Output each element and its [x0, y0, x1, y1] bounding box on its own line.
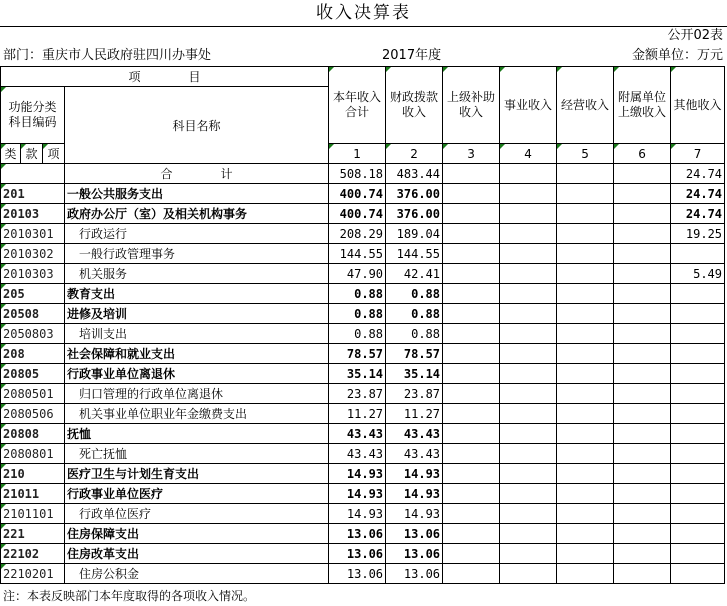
value-c2: 14.93	[386, 504, 443, 524]
value-c6	[614, 564, 671, 584]
value-c6	[614, 284, 671, 304]
value-c5	[557, 504, 614, 524]
value-c2: 13.06	[386, 524, 443, 544]
subject-code: 210	[1, 464, 65, 484]
value-c4	[500, 344, 557, 364]
col-header-5: 经营收入	[557, 67, 614, 144]
subject-code: 2080501	[1, 384, 65, 404]
subject-name-header: 科目名称	[65, 87, 329, 164]
value-c3	[443, 384, 500, 404]
value-c1: 43.43	[329, 424, 386, 444]
value-c5	[557, 224, 614, 244]
subject-code: 20508	[1, 304, 65, 324]
subject-name: 培训支出	[65, 324, 329, 344]
value-c3	[443, 184, 500, 204]
table-title: 收入决算表	[0, 0, 727, 27]
value-c3	[443, 464, 500, 484]
total-c6	[614, 164, 671, 184]
value-c3	[443, 304, 500, 324]
value-c5	[557, 384, 614, 404]
value-c2: 43.43	[386, 444, 443, 464]
table-row	[1, 304, 725, 324]
subject-code: 2080506	[1, 404, 65, 424]
value-c3	[443, 344, 500, 364]
value-c4	[500, 504, 557, 524]
table-row	[1, 484, 725, 504]
subject-name: 医疗卫生与计划生育支出	[65, 464, 329, 484]
table-row	[1, 224, 725, 244]
value-c6	[614, 384, 671, 404]
col-no-6: 6	[614, 144, 671, 164]
table-row	[1, 404, 725, 424]
table-row	[1, 284, 725, 304]
subject-name: 抚恤	[65, 424, 329, 444]
value-c1: 13.06	[329, 564, 386, 584]
col-no-7: 7	[671, 144, 725, 164]
value-c3	[443, 564, 500, 584]
table-row	[1, 464, 725, 484]
table-row	[1, 524, 725, 544]
value-c5	[557, 524, 614, 544]
col-no-1: 1	[329, 144, 386, 164]
meta-row	[0, 46, 727, 66]
value-c1: 144.55	[329, 244, 386, 264]
table-row	[1, 244, 725, 264]
value-c7	[671, 244, 725, 264]
value-c6	[614, 244, 671, 264]
subject-name: 机关服务	[65, 264, 329, 284]
value-c6	[614, 464, 671, 484]
value-c3	[443, 364, 500, 384]
value-c7	[671, 344, 725, 364]
form-number: 公开02表	[667, 28, 723, 43]
value-c1: 400.74	[329, 204, 386, 224]
value-c7	[671, 544, 725, 564]
footnote: 注：本表反映部门本年度取得的各项收入情况。	[3, 589, 256, 603]
subject-code: 22102	[1, 544, 65, 564]
kuan-header: 款	[21, 144, 43, 164]
value-c6	[614, 404, 671, 424]
header-row-1	[1, 67, 725, 87]
value-c5	[557, 364, 614, 384]
value-c6	[614, 264, 671, 284]
subject-code: 20805	[1, 364, 65, 384]
value-c7	[671, 284, 725, 304]
xiang-header: 项	[43, 144, 65, 164]
value-c3	[443, 284, 500, 304]
col-no-3: 3	[443, 144, 500, 164]
value-c2: 0.88	[386, 304, 443, 324]
value-c3	[443, 244, 500, 264]
table-row	[1, 364, 725, 384]
value-c1: 78.57	[329, 344, 386, 364]
total-c7: 24.74	[671, 164, 725, 184]
total-code-cell	[1, 164, 65, 184]
value-c6	[614, 304, 671, 324]
subject-code: 2010301	[1, 224, 65, 244]
subject-code: 2210201	[1, 564, 65, 584]
table-row	[1, 384, 725, 404]
value-c1: 400.74	[329, 184, 386, 204]
value-c1: 14.93	[329, 504, 386, 524]
value-c5	[557, 244, 614, 264]
value-c4	[500, 304, 557, 324]
value-c4	[500, 264, 557, 284]
subject-code: 21011	[1, 484, 65, 504]
value-c2: 23.87	[386, 384, 443, 404]
col-header-2: 财政拨款收入	[386, 67, 443, 144]
value-c1: 0.88	[329, 284, 386, 304]
value-c5	[557, 444, 614, 464]
value-c6	[614, 344, 671, 364]
lei-header: 类	[1, 144, 21, 164]
value-c5	[557, 304, 614, 324]
value-c6	[614, 484, 671, 504]
value-c1: 13.06	[329, 544, 386, 564]
subject-code: 2101101	[1, 504, 65, 524]
value-c2: 13.06	[386, 544, 443, 564]
value-c6	[614, 504, 671, 524]
value-c7	[671, 364, 725, 384]
subject-name: 教育支出	[65, 284, 329, 304]
value-c3	[443, 224, 500, 244]
value-c7	[671, 324, 725, 344]
value-c7	[671, 484, 725, 504]
value-c2: 144.55	[386, 244, 443, 264]
value-c6	[614, 444, 671, 464]
total-c5	[557, 164, 614, 184]
value-c4	[500, 444, 557, 464]
value-c6	[614, 204, 671, 224]
value-c1: 0.88	[329, 324, 386, 344]
value-c5	[557, 284, 614, 304]
value-c3	[443, 264, 500, 284]
subject-name: 进修及培训	[65, 304, 329, 324]
subject-code: 2080801	[1, 444, 65, 464]
value-c2: 189.04	[386, 224, 443, 244]
value-c6	[614, 364, 671, 384]
subject-name: 行政事业单位医疗	[65, 484, 329, 504]
value-c3	[443, 324, 500, 344]
value-c3	[443, 504, 500, 524]
value-c5	[557, 544, 614, 564]
value-c3	[443, 524, 500, 544]
value-c3	[443, 544, 500, 564]
subject-code: 20808	[1, 424, 65, 444]
subject-code: 201	[1, 184, 65, 204]
col-no-2: 2	[386, 144, 443, 164]
income-table	[0, 66, 725, 584]
subject-code: 221	[1, 524, 65, 544]
value-c6	[614, 184, 671, 204]
table-row	[1, 324, 725, 344]
value-c7: 19.25	[671, 224, 725, 244]
value-c2: 376.00	[386, 204, 443, 224]
value-c7	[671, 444, 725, 464]
value-c6	[614, 544, 671, 564]
total-c1: 508.18	[329, 164, 386, 184]
value-c1: 208.29	[329, 224, 386, 244]
value-c7	[671, 564, 725, 584]
col-header-1: 本年收入合计	[329, 67, 386, 144]
subject-name: 机关事业单位职业年金缴费支出	[65, 404, 329, 424]
value-c4	[500, 204, 557, 224]
subject-name: 住房改革支出	[65, 544, 329, 564]
col-header-3: 上级补助收入	[443, 67, 500, 144]
value-c7	[671, 304, 725, 324]
table-row	[1, 184, 725, 204]
value-c4	[500, 184, 557, 204]
value-c7: 5.49	[671, 264, 725, 284]
value-c3	[443, 484, 500, 504]
value-c2: 376.00	[386, 184, 443, 204]
value-c5	[557, 324, 614, 344]
value-c1: 11.27	[329, 404, 386, 424]
value-c1: 0.88	[329, 304, 386, 324]
value-c7	[671, 384, 725, 404]
value-c5	[557, 184, 614, 204]
value-c1: 14.93	[329, 484, 386, 504]
total-label: 合 计	[65, 164, 329, 184]
value-c1: 35.14	[329, 364, 386, 384]
subject-name: 死亡抚恤	[65, 444, 329, 464]
value-c7	[671, 524, 725, 544]
value-c5	[557, 564, 614, 584]
value-c2: 13.06	[386, 564, 443, 584]
subject-name: 政府办公厅（室）及相关机构事务	[65, 204, 329, 224]
value-c5	[557, 404, 614, 424]
table-row	[1, 264, 725, 284]
value-c4	[500, 424, 557, 444]
value-c5	[557, 484, 614, 504]
value-c4	[500, 224, 557, 244]
value-c3	[443, 404, 500, 424]
table-row	[1, 424, 725, 444]
value-c2: 11.27	[386, 404, 443, 424]
value-c5	[557, 204, 614, 224]
value-c3	[443, 424, 500, 444]
col-header-4: 事业收入	[500, 67, 557, 144]
subject-name: 行政单位医疗	[65, 504, 329, 524]
func-code-header: 功能分类科目编码	[1, 87, 65, 144]
subject-code: 208	[1, 344, 65, 364]
value-c1: 23.87	[329, 384, 386, 404]
value-c5	[557, 264, 614, 284]
subject-name: 住房保障支出	[65, 524, 329, 544]
value-c7	[671, 404, 725, 424]
col-header-7: 其他收入	[671, 67, 725, 144]
total-row	[1, 164, 725, 184]
value-c4	[500, 384, 557, 404]
value-c3	[443, 444, 500, 464]
col-no-5: 5	[557, 144, 614, 164]
value-c6	[614, 224, 671, 244]
value-c4	[500, 524, 557, 544]
value-c4	[500, 404, 557, 424]
subject-code: 2010302	[1, 244, 65, 264]
col-no-4: 4	[500, 144, 557, 164]
value-c7	[671, 424, 725, 444]
item-group-header: 项 目	[1, 67, 329, 87]
value-c2: 35.14	[386, 364, 443, 384]
subject-name: 归口管理的行政单位离退休	[65, 384, 329, 404]
value-c2: 43.43	[386, 424, 443, 444]
value-c4	[500, 364, 557, 384]
table-row	[1, 544, 725, 564]
value-c4	[500, 484, 557, 504]
subject-code: 205	[1, 284, 65, 304]
year-label: 2017年度	[382, 48, 442, 63]
subject-name: 一般行政管理事务	[65, 244, 329, 264]
subject-name: 社会保障和就业支出	[65, 344, 329, 364]
table-row	[1, 444, 725, 464]
total-c4	[500, 164, 557, 184]
value-c2: 42.41	[386, 264, 443, 284]
subject-name: 行政事业单位离退休	[65, 364, 329, 384]
subject-name: 一般公共服务支出	[65, 184, 329, 204]
value-c5	[557, 464, 614, 484]
value-c4	[500, 564, 557, 584]
value-c5	[557, 344, 614, 364]
value-c1: 13.06	[329, 524, 386, 544]
table-row	[1, 204, 725, 224]
value-c7	[671, 504, 725, 524]
unit-label: 金额单位：万元	[631, 48, 723, 63]
value-c6	[614, 524, 671, 544]
value-c1: 14.93	[329, 464, 386, 484]
value-c7: 24.74	[671, 184, 725, 204]
value-c4	[500, 244, 557, 264]
table-row	[1, 344, 725, 364]
value-c1: 43.43	[329, 444, 386, 464]
total-c3	[443, 164, 500, 184]
table-row	[1, 504, 725, 524]
value-c2: 78.57	[386, 344, 443, 364]
subject-code: 2050803	[1, 324, 65, 344]
value-c7: 24.74	[671, 204, 725, 224]
subject-name: 行政运行	[65, 224, 329, 244]
value-c2: 0.88	[386, 324, 443, 344]
table-row	[1, 564, 725, 584]
value-c6	[614, 324, 671, 344]
value-c7	[671, 464, 725, 484]
department-label: 部门：重庆市人民政府驻四川办事处	[3, 48, 212, 63]
value-c2: 14.93	[386, 464, 443, 484]
value-c2: 0.88	[386, 284, 443, 304]
subject-name: 住房公积金	[65, 564, 329, 584]
subject-code: 2010303	[1, 264, 65, 284]
value-c4	[500, 324, 557, 344]
value-c4	[500, 284, 557, 304]
value-c5	[557, 424, 614, 444]
value-c6	[614, 424, 671, 444]
subject-code: 20103	[1, 204, 65, 224]
value-c3	[443, 204, 500, 224]
value-c1: 47.90	[329, 264, 386, 284]
col-header-6: 附属单位上缴收入	[614, 67, 671, 144]
value-c2: 14.93	[386, 484, 443, 504]
value-c4	[500, 464, 557, 484]
total-c2: 483.44	[386, 164, 443, 184]
value-c4	[500, 544, 557, 564]
